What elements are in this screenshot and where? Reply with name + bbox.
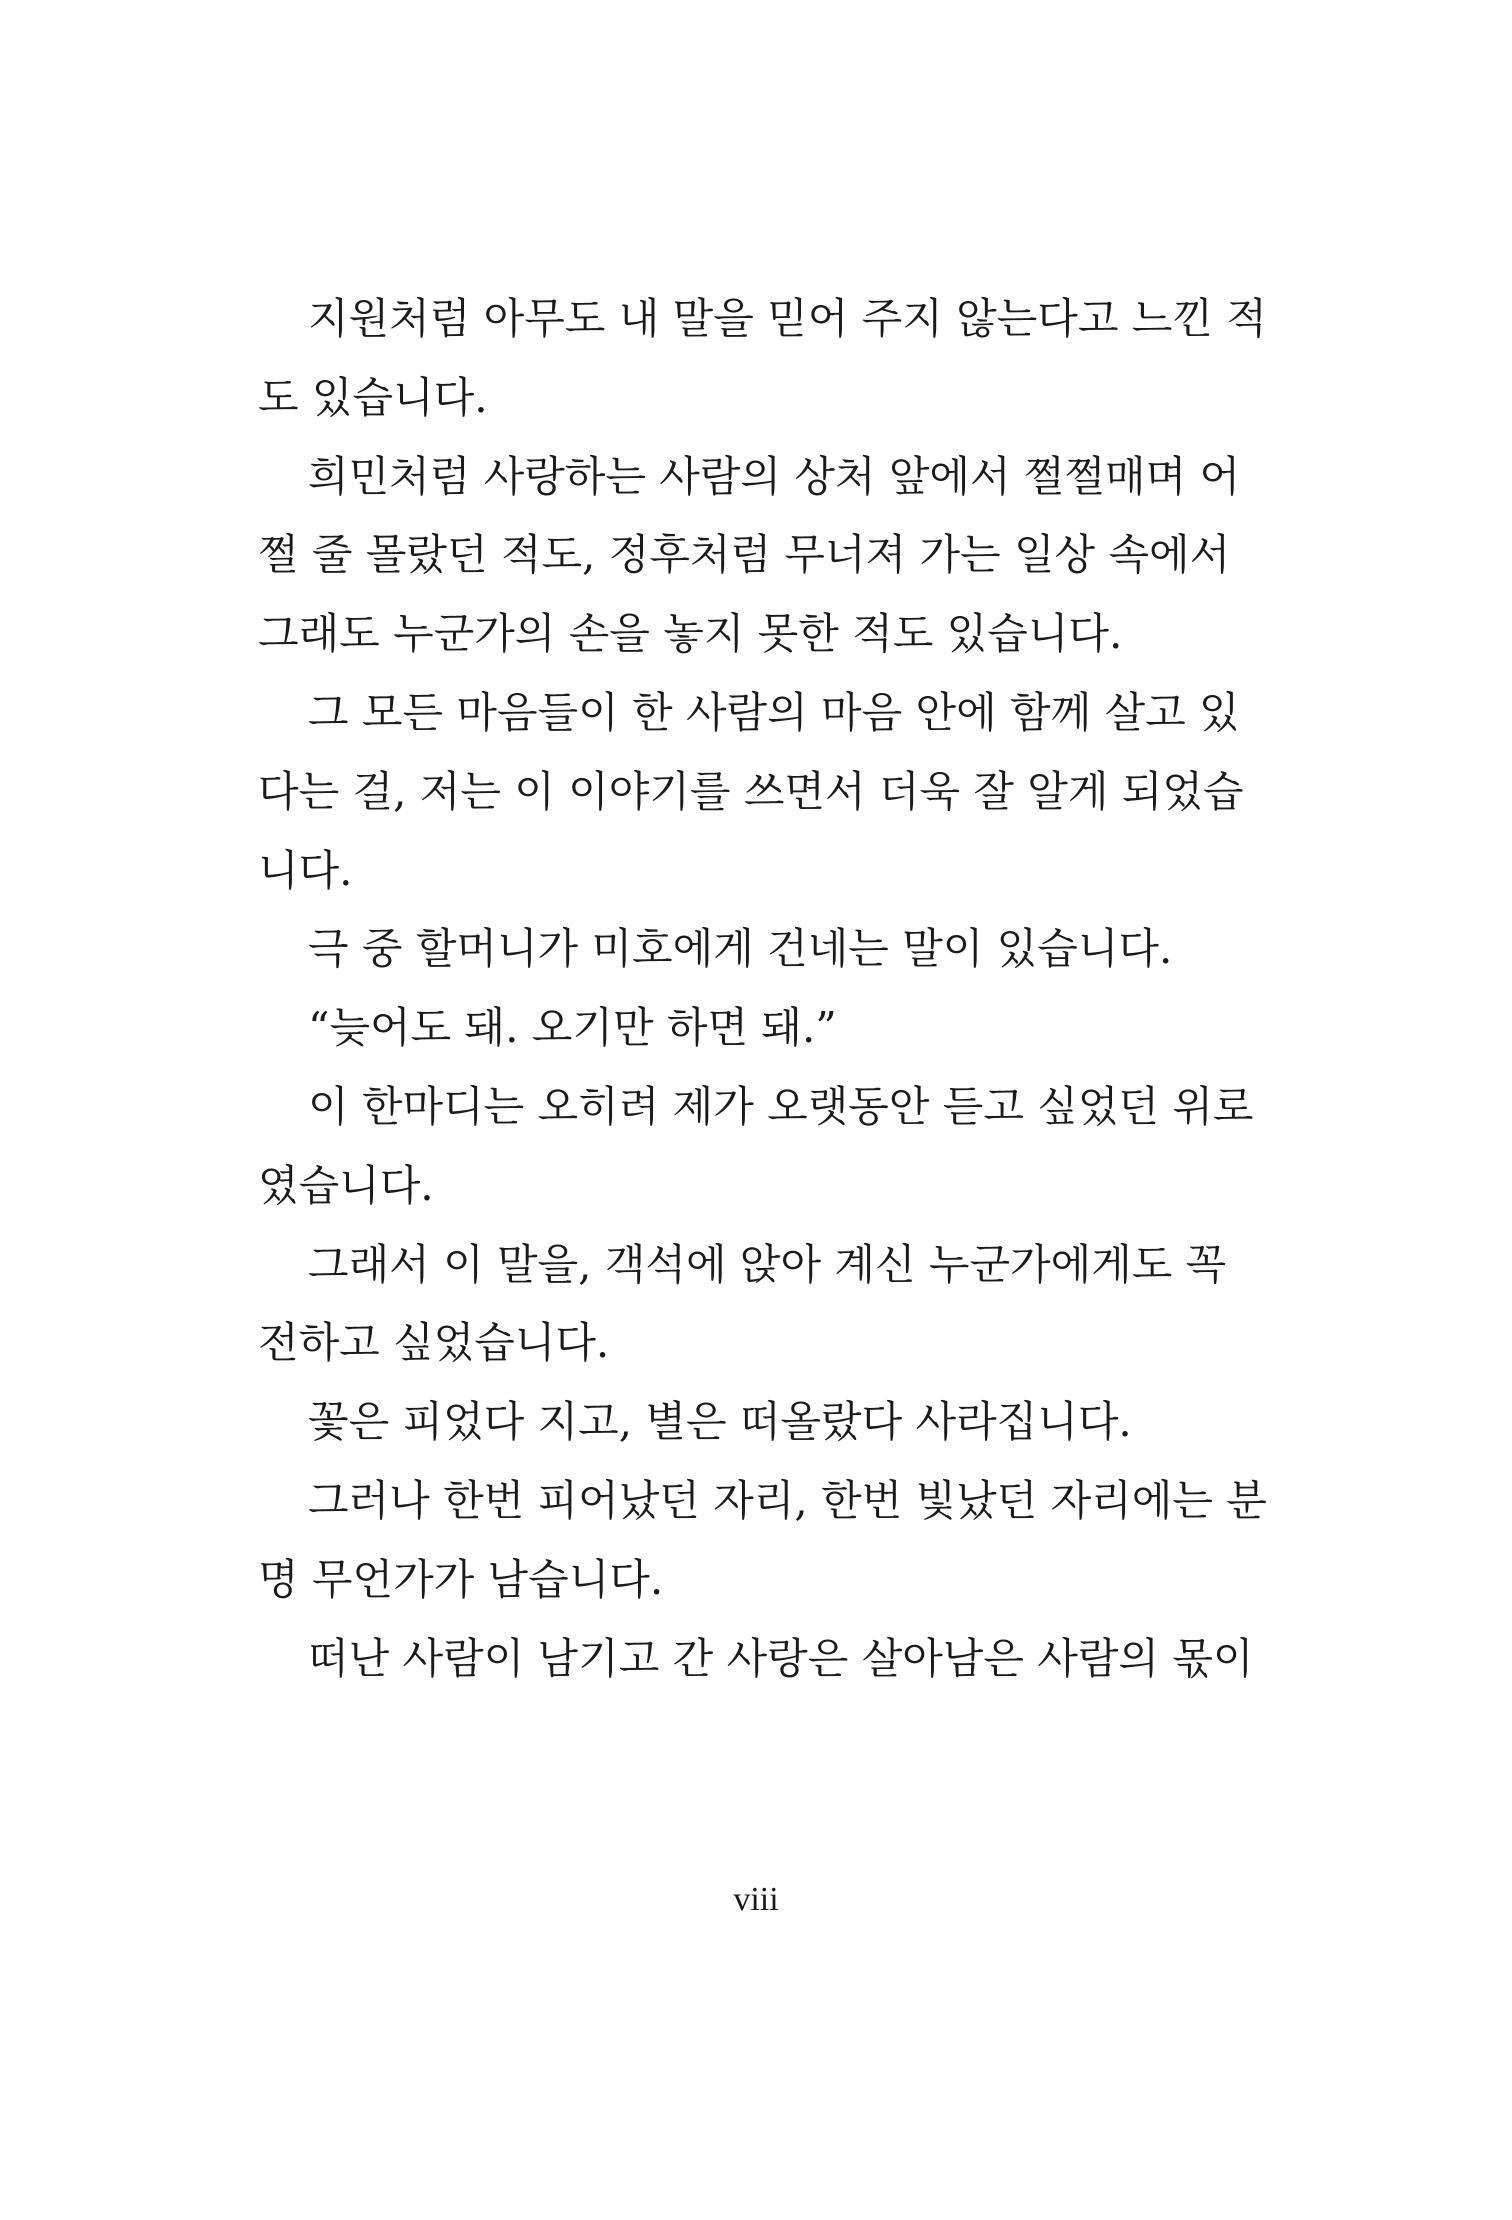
- text-line: 꽃은 피었다 지고, 별은 떠올랐다 사라집니다.: [308, 1397, 1132, 1447]
- text-line: 전하고 싶었습니다.: [258, 1318, 610, 1368]
- text-line: 니다.: [258, 845, 353, 895]
- text-line: 도 있습니다.: [258, 372, 488, 422]
- text-line: 극 중 할머니가 미호에게 건네는 말이 있습니다.: [308, 924, 1173, 974]
- text-line: 지원처럼 아무도 내 말을 믿어 주지 않는다고 느낀 적: [308, 294, 1267, 343]
- text-line: 그러나 한번 피어났던 자리, 한번 빛났던 자리에는 분: [308, 1475, 1267, 1525]
- text-line: 다는 걸, 저는 이 이야기를 쓰면서 더욱 잘 알게 되었습: [258, 766, 1244, 816]
- text-line: “늦어도 돼. 오기만 하면 돼.”: [308, 1003, 837, 1053]
- text-line: 그래서 이 말을, 객석에 앉아 계신 누군가에게도 꼭: [308, 1239, 1227, 1289]
- text-line: 희민처럼 사랑하는 사람의 상처 앞에서 쩔쩔매며 어: [308, 451, 1241, 501]
- body-text: [258, 280, 1267, 1698]
- text-line: 명 무언가가 남습니다.: [258, 1554, 664, 1604]
- page-number: viii: [733, 1881, 779, 1918]
- text-line: 이 한마디는 오히려 제가 오랫동안 듣고 싶었던 위로: [308, 1081, 1254, 1131]
- text-line: 떠난 사람이 남기고 간 사랑은 살아남은 사람의 몫이: [308, 1633, 1254, 1683]
- text-line: 그 모든 마음들이 한 사람의 마음 안에 함께 살고 있: [308, 687, 1240, 737]
- text-line: 였습니다.: [258, 1160, 434, 1210]
- text-line: 그래도 누군가의 손을 놓지 못한 적도 있습니다.: [258, 609, 1123, 659]
- text-line: 쩔 줄 몰랐던 적도, 정후처럼 무너져 가는 일상 속에서: [258, 530, 1231, 580]
